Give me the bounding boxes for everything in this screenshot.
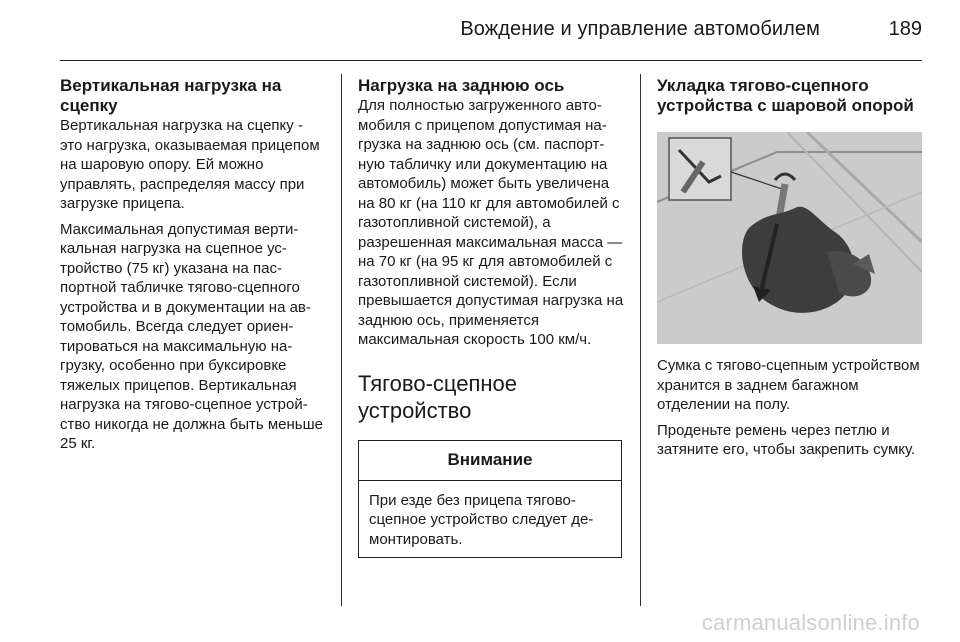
rear-axle-load-heading: Нагрузка на заднюю ось [358, 76, 565, 95]
caution-text: При езде без прицепа тягово-сцепное устройство следует демонтировать. [369, 491, 594, 548]
towbar-storage-paragraph-1: Сумка с тягово-сцепным устройством хранится в заднем багажном отделении на полу. [657, 357, 920, 413]
column-2 [358, 76, 624, 558]
vertical-load-heading: Вертикальная нагрузка на сцепку [60, 76, 282, 115]
page-number: 189 [888, 18, 922, 40]
column-3 [657, 76, 923, 466]
vertical-load-paragraph-1: Вертикальная нагрузка на сцепку - это нагрузка, оказываемая прицепом на шаровую опору. Ей можно управлять, распределяя массу при загрузке прицепа. [60, 117, 320, 212]
column-1 [60, 76, 326, 460]
towing-device-section-title: Тягово-сцепное устройство [358, 370, 518, 423]
caution-title: Внимание [359, 441, 621, 481]
header-divider [60, 60, 922, 61]
vertical-load-paragraph-2: Максимальная допустимая вертикальная нагрузка на сцепное устройство (75 кг) указана на паспортной табличке тягово-сцепного устройства и в документации на автомобиль. Всегда следует ориентироваться на максимальную нагрузку, особенно при буксировке тяжелых прицепов. Вертикальная нагрузка на тягово-сцепное устройство никогда не должна быть меньше 25 кг. [60, 220, 323, 452]
column-divider-2 [640, 74, 641, 606]
rear-axle-load-paragraph: Для полностью загруженного автомобиля с прицепом допустимая нагрузка на заднюю ось (см. паспортную табличку или документацию на автомобиль) может быть увеличена на 80 кг (на 110 кг для автомобилей с газотопливной системой), а разрешенная максимальная масса — на 70 кг (на 95 кг для автомобилей с газотопливной системой). Если превышается допустимая нагрузка на заднюю ось, применяется максимальная скорость 100 км/ч. [358, 97, 624, 348]
column-divider-1 [341, 74, 342, 606]
caution-box [358, 440, 622, 559]
watermark-text: carmanualsonline.info [701, 610, 920, 635]
towbar-bag-drawing [657, 132, 922, 344]
towbar-storage-heading: Укладка тягово-сцепного устройства с шаровой опорой [657, 76, 914, 115]
page-header-title: Вождение и управление автомобилем [460, 18, 820, 40]
towbar-bag-illustration [657, 132, 922, 344]
towbar-storage-paragraph-2: Проденьте ремень через петлю и затяните его, чтобы закрепить сумку. [657, 421, 916, 458]
